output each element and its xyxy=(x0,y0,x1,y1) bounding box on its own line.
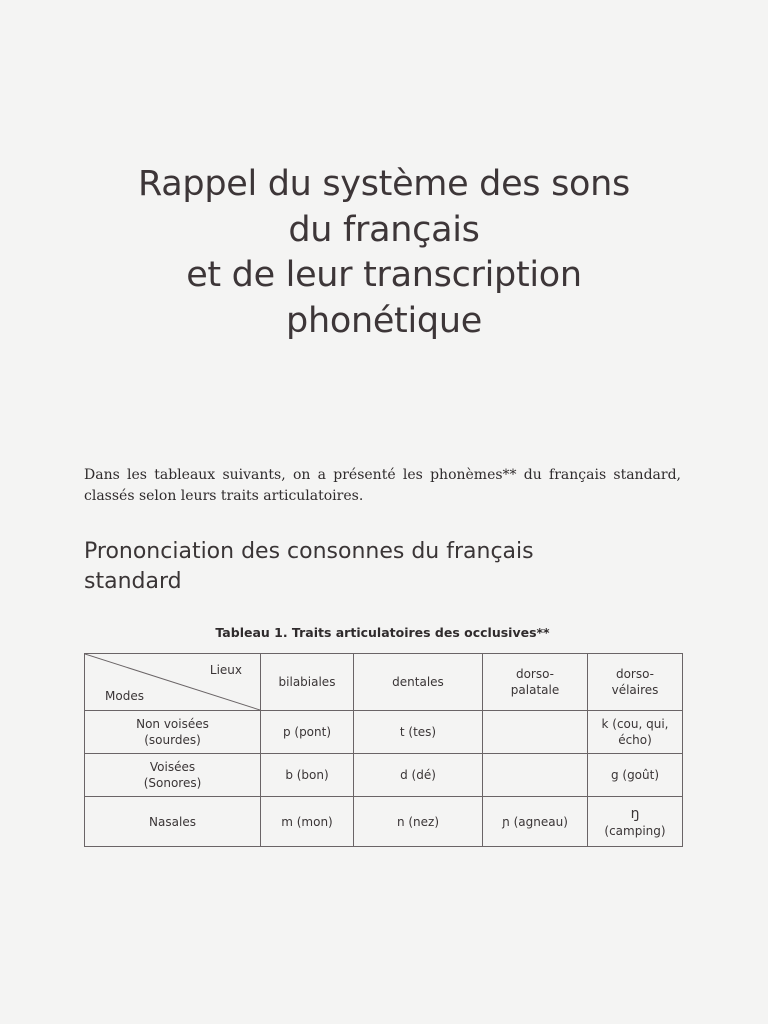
table-row xyxy=(85,711,683,754)
table-cell xyxy=(354,754,483,797)
section-heading-line: Prononciation des consonnes du français xyxy=(84,539,534,564)
cell-text: p (pont) xyxy=(282,725,332,739)
column-header-text: dentales xyxy=(392,675,444,689)
row-label xyxy=(85,711,261,754)
section-heading-line: standard xyxy=(84,569,182,594)
cell-text: d (dé) xyxy=(400,768,436,782)
row-label xyxy=(85,754,261,797)
table-cell xyxy=(354,797,483,847)
table-cell xyxy=(483,711,588,754)
title-line: phonétique xyxy=(286,300,482,341)
column-header xyxy=(354,654,483,711)
table-cell xyxy=(588,711,683,754)
cell-text: écho) xyxy=(618,733,652,747)
column-header-text: dorso- xyxy=(615,667,655,681)
cell-text: n (nez) xyxy=(396,814,440,829)
column-header xyxy=(588,654,683,711)
page-title xyxy=(60,162,708,344)
row-label-text: (sourdes) xyxy=(144,733,201,747)
table-cell xyxy=(588,754,683,797)
corner-header-cell xyxy=(85,654,261,711)
table-cell xyxy=(588,797,683,847)
cell-text: g (goût) xyxy=(610,768,660,782)
row-label-text: (Sonores) xyxy=(143,776,202,790)
cell-text: k (cou, qui, xyxy=(601,717,669,731)
cell-text: m (mon) xyxy=(281,814,333,829)
table-cell xyxy=(261,711,354,754)
cell-text: t (tes) xyxy=(399,725,437,739)
column-header-text: dorso- xyxy=(515,667,555,681)
table-cell xyxy=(261,797,354,847)
column-header-text: palatale xyxy=(510,683,560,697)
cell-text: (camping) xyxy=(604,823,666,838)
row-label-text: Non voisées xyxy=(136,717,209,731)
cell-text: ŋ xyxy=(630,805,640,822)
occlusives-table xyxy=(84,653,683,847)
table-cell xyxy=(483,797,588,847)
corner-label-modes: Modes xyxy=(105,689,144,703)
table-row xyxy=(85,797,683,847)
column-header-text: bilabiales xyxy=(278,675,336,689)
table-header-row xyxy=(85,654,683,711)
corner-label-lieux: Lieux xyxy=(209,663,242,677)
intro-paragraph: Dans les tableaux suivants, on a présenté les phonèmes** du français standard, classés selon leurs traits articulatoires. xyxy=(84,467,681,504)
table-row xyxy=(85,754,683,797)
table-cell xyxy=(354,711,483,754)
cell-text: ɲ (agneau) xyxy=(502,814,568,829)
row-label xyxy=(85,797,261,847)
column-header xyxy=(261,654,354,711)
table-cell xyxy=(483,754,588,797)
column-header xyxy=(483,654,588,711)
column-header-text: vélaires xyxy=(611,683,659,697)
cell-text: b (bon) xyxy=(285,768,329,782)
title-line: et de leur transcription xyxy=(186,255,582,295)
table-cell xyxy=(261,754,354,797)
row-label-text: Voisées xyxy=(149,760,196,774)
row-label-text: Nasales xyxy=(149,814,196,829)
table-caption: Tableau 1. Traits articulatoires des occlusives** xyxy=(215,625,550,640)
title-line: Rappel du système des sons xyxy=(138,164,630,204)
section-heading xyxy=(84,537,684,597)
title-line: du français xyxy=(288,209,480,250)
